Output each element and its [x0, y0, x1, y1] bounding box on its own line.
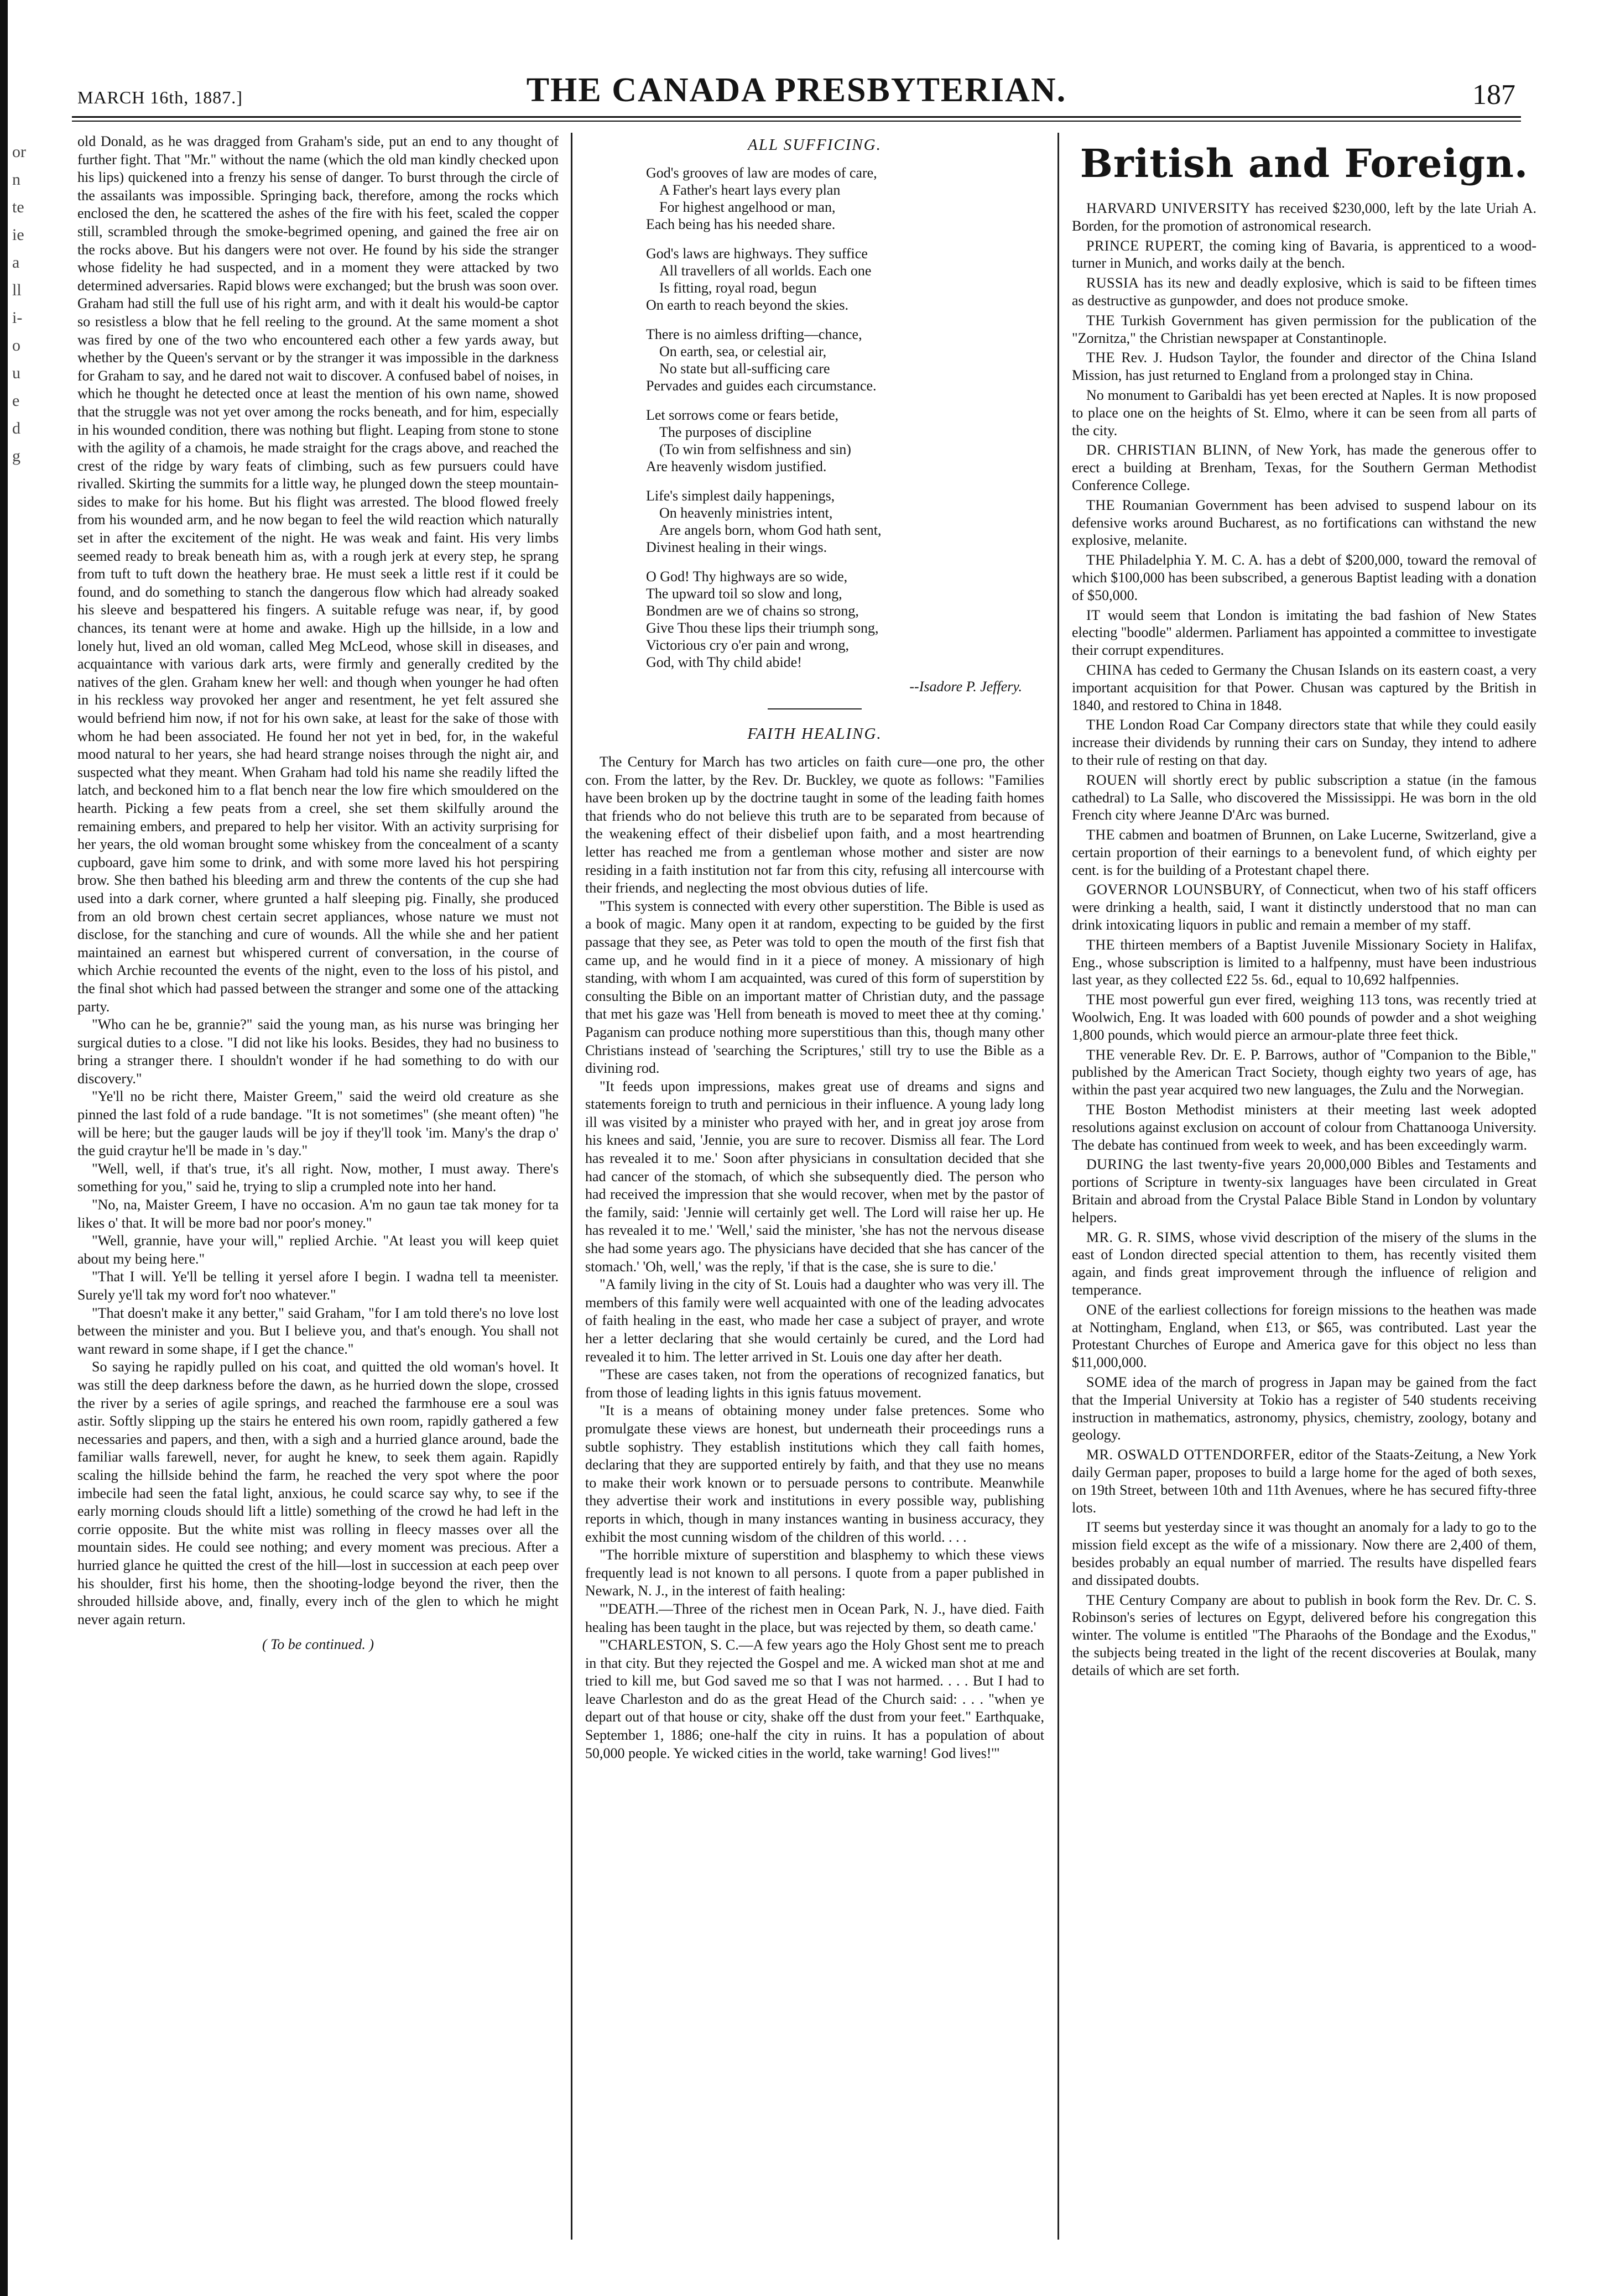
- poem-line: The purposes of discipline: [659, 424, 812, 440]
- news-item-lead: DR. CHRISTIAN BLINN,: [1086, 442, 1252, 458]
- story-paragraph: old Donald, as he was dragged from Graham's side, put an end to any thought of further fight. That "Mr." without the name (which the old man kindly checked upon his lips) quickened into a frenzy his sense of danger. To burst through the circle of the assailants was impossible. Springing back, therefore, among the rocks which enclosed the den, he scattered the ashes of the fire with his feet, scaled the copper still, scrambled through the smoke-begrimed opening, and gained the free air on the rocks above. But his dangers were not over. He found by his side the stranger whose fidelity he had suspected, and in a moment they were attacked by two determined adversaries. Rapid blows were exchanged; but the brush was soon over. Graham had still the full use of his right arm, and with it dealt his would-be captor so resistless a blow that he fell reeling to the ground. At the same moment a shot was fired by one of the two who encountered each other a few yards away, but whether by the Queen's servant or by the stranger it was impossible in the darkness for Graham to say, and he dared not wait to discover. A confused babel of noises, in which he thought he detected once at least the mention of his own name, showed that the struggle was not yet over among the rocks beneath, and for him, especially in his wounded condition, there was nothing but flight. Leaping from stone to stone with the agility of a chamois, he made straight for the crags above, and reached the crest of the ridge by wary feats of climbing, such as few pursuers could have rivalled. Skirting the summits for a little way, he plunged down the steep mountain-sides to make for his home. But his flight was arrested. The blood flowed freely from his wounded arm, and he now began to feel the wild reaction which naturally set in after the excitement of the night. He was weak and faint. His very limbs seemed ready to break beneath him as, with a rough jerk at every step, he sprang from tuft to tuft down the heathery brae. He must seek a little rest if it could be found, and do something to stanch the dangerous flow which had already soaked his sleeve and bespattered his fingers. A suitable refuge was near, if, by good chances, its tenant were at home and awake. High up the hillside, in a low and lonely hut, lived an old woman, called Meg McLeod, whose skill in diseases, and acquaintance with various dark arts, were firmly and generally credited by the natives of the glen. Graham knew her well: and though when younger he had often in his reckless way provoked her anger and resentment, he yet felt assured she would befriend him now, if not for his own sake, at least for the sake of those with whom he had been associated. He found her not yet in bed, for, in the wakeful mood natural to her years, she had heard strange noises through the night air, and suspected what they meant. When Graham had told his name she readily lifted the latch, and beckoned him to a flat bench near the low fire which smouldered on the hearth. Picking a few peats from a creel, she set them skilfully around the remaining embers, and prepared to help her visitor. With an activity surprising for her years, the old woman brought some whiskey from the concealment of a scanty cupboard, gave him some to drink, and with some more laved his hot perspiring brow. She then bathed his bleeding arm and threw the contents of the cup she had used into a dark corner, where grunted a half sleeping pig. Finally, she produced from an old brown chest certain secret appliances, whose nature we must not disclose, for the stanching and cure of wounds. All the while she and her patient maintained an earnest but whispered current of conversation, in the course of which Archie recounted the events of the night, even to the loss of his pistol, and the final shot which had passed between the stranger and some one of the attacking party.: [77, 133, 559, 1015]
- poem-stanza: [646, 326, 1044, 394]
- news-item-text: has ceded to Germany the Chusan Islands on its eastern coast, a very important acquisition for that Power. Chusan was captured by the British in 1840, and restored to China in 1848.: [1072, 661, 1536, 713]
- poem-line: On earth to reach beyond the skies.: [646, 297, 849, 313]
- news-item-lead: PRINCE RUPERT,: [1086, 237, 1204, 254]
- news-item-text: will shortly erect by public subscription a statue (in the famous cathedral) to La Salle, who discovered the Mississippi. He was born in the old French city where Jeanne D'Arc was burned.: [1072, 771, 1536, 823]
- story-paragraph: "Well, well, if that's true, it's all right. Now, mother, I must away. There's something for you," said he, trying to slip a crumpled note into her hand.: [77, 1160, 559, 1195]
- news-item: [1072, 387, 1536, 439]
- news-item: [1072, 991, 1536, 1043]
- poem-line: Victorious cry o'er pain and wrong,: [646, 637, 850, 653]
- news-item-lead: RUSSIA: [1086, 275, 1139, 291]
- news-item-text: has received $230,000, left by the late Uriah A. Borden, for the promotion of astronomical research.: [1072, 200, 1536, 234]
- news-item-text: whose vivid description of the misery of the slums in the east of London directed special attention to them, has recently visited them again, and finds great improvement through the influence of religion and temperance.: [1072, 1229, 1536, 1298]
- news-item: [1072, 200, 1536, 235]
- article-paragraph: "It is a means of obtaining money under false pretences. Some who promulgate these views are honest, but underneath their proceedings runs a subtle sophistry. They establish institutions which they call faith homes, declaring that they are supported entirely by faith, and that they use no means to make their work known or to persuade persons to contribute. Meanwhile they advertise their work and institutions in every possible way, publishing reports in which, though in many instances wanting in business accuracy, they exhibit the most cunning wisdom of the children of this world. . . .: [585, 1402, 1044, 1545]
- news-item: [1072, 1046, 1536, 1099]
- news-item-lead: GOVERNOR LOUNSBURY,: [1086, 881, 1265, 898]
- poem-stanza: [646, 164, 1044, 233]
- column-divider: [1057, 133, 1059, 2240]
- news-item-lead: ROUEN: [1086, 771, 1138, 788]
- news-item-text: Turkish Government has given permission for the publication of the "Zornitza," the Christian newspaper at Constantinople.: [1072, 312, 1536, 346]
- news-item-lead: THE: [1086, 552, 1116, 568]
- news-items: [1072, 200, 1536, 1679]
- news-item-lead: THE: [1086, 1591, 1116, 1608]
- margin-fragment: a: [12, 253, 20, 272]
- poem-line: (To win from selfishness and sin): [659, 441, 851, 457]
- news-item-text: No monument to Garibaldi has yet been erected at Naples. It is now proposed to place one on the heights of St. Elmo, where it can be seen from all parts of the city.: [1072, 387, 1536, 439]
- article-paragraph: "'CHARLESTON, S. C.—A few years ago the Holy Ghost sent me to preach in that city. But they rejected the Gospel and me. A wicked man shot at me and tried to kill me, but God saved me so that I was not harmed. . . . But I had to leave Charleston and do as the great Head of the Church said: . . . "when ye depart out of that house or city, shake off the dust from your feet." Earthquake, September 1, 1886; one-half the city in ruins. It has a population of about 50,000 people. Ye wicked cities in the world, take warning! God lives!'": [585, 1637, 1044, 1761]
- margin-fragment: or: [12, 143, 26, 161]
- poem-line: No state but all-sufficing care: [659, 361, 830, 377]
- news-item-text: has its new and deadly explosive, which is said to be fifteen times as destructive as gunpowder, and does not produce smoke.: [1072, 275, 1536, 309]
- news-item: [1072, 312, 1536, 347]
- news-item-text: idea of the march of progress in Japan may be gained from the fact that the Imperial University at Tokio has a register of 540 students receiving instruction in mathematics, astronomy, physics, chemistry, zoology, botany and geology.: [1072, 1374, 1536, 1443]
- article-paragraph: "The horrible mixture of superstition and blasphemy to which these views frequently lead is not known to all persons. I quote from a paper published in Newark, N. J., in the interest of faith healing:: [585, 1547, 1044, 1599]
- article-paragraph: The Century for March has two articles on faith cure—one pro, the other con. From the latter, by the Rev. Dr. Buckley, we quote as follows: "Families have been broken up by the doctrine taught in some of the leading faith homes that friends who do not believe this truth are to be separated from because of the weakening effect of their disbelief upon faith, and a most heartrending letter has reached me from a gentleman whose mother and sister are now residing in a faith institution not far from this city, refusing all intercourse with their friends, and neglecting the most obvious duties of life.: [585, 754, 1044, 896]
- margin-fragment: i-: [12, 309, 23, 327]
- news-item-lead: THE: [1086, 1046, 1116, 1063]
- news-item-lead: HARVARD UNIVERSITY: [1086, 200, 1251, 216]
- news-item: [1072, 551, 1536, 604]
- news-item: [1072, 1374, 1536, 1444]
- news-item-text: Rev. J. Hudson Taylor, the founder and director of the China Island Mission, has just returned to England from a prolonged stay in China.: [1072, 349, 1536, 384]
- news-item-lead: ONE: [1086, 1301, 1117, 1318]
- poem-line: Divinest healing in their wings.: [646, 539, 827, 555]
- news-item-lead: THE: [1086, 1102, 1116, 1118]
- news-item-text: cabmen and boatmen of Brunnen, on Lake Lucerne, Switzerland, give a certain proportion of their earnings to a benevolent fund, of which eighty per cent. is for the building of a Protestant chapel there.: [1072, 827, 1536, 878]
- poem-stanza: [646, 245, 1044, 314]
- faith-healing-title: FAITH HEALING.: [747, 725, 882, 743]
- news-item-text: Century Company are about to publish in book form the Rev. Dr. C. S. Robinson's series of lectures on Egypt, delivered before his congregation this winter. The volume is entitled "The Pharaohs of the Bondage and the Exodus," the subjects being treated in the light of the recent discoveries at Boulak, many details of which are set forth.: [1072, 1591, 1536, 1678]
- news-item: [1072, 771, 1536, 824]
- issue-date: MARCH 16th, 1887.]: [77, 87, 243, 107]
- poem-line: Bondmen are we of chains so strong,: [646, 603, 859, 619]
- article-paragraph: "It feeds upon impressions, makes great use of dreams and signs and statements foreign to truth and pernicious in their influence. A young lady long ill was visited by a minister who prayed with her, and in great joy arose from his knees and said, 'Jennie, you are sure to recover. Dismiss all fear. The Lord has revealed it to me.' Soon after physicians in consultation decided that she had cancer of the stomach, of which she subsequently died. The person who had received the impression that she would recover, when met by the pastor of the family, said: 'Jennie will certainly get well. The Lord will raise her up. He has revealed it to me.' 'Well,' said the minister, 'she has not the nervous disease she had some years ago. The physicians have decided that she has cancer of the stomach.' 'Oh, well,' was the reply, 'if that is the case, she is sure to die.': [585, 1078, 1044, 1275]
- news-item-text: editor of the Staats-Zeitung, a New York daily German paper, proposes to build a large home for the aged of both sexes, on 19th Street, between 10th and 11th Avenues, where he has secured fifty-three lots.: [1072, 1447, 1536, 1516]
- margin-fragment: o: [12, 336, 20, 354]
- poem-line: The upward toil so slow and long,: [646, 586, 842, 602]
- poem-line: Each being has his needed share.: [646, 216, 836, 232]
- poem-stanza: [646, 406, 1044, 475]
- news-item: [1072, 274, 1536, 310]
- news-item-text: London Road Car Company directors state that while they could easily increase their dividends by running their cars on Sunday, they intend to adhere to their rule of resting on that day.: [1072, 717, 1536, 768]
- news-item-lead: THE: [1086, 717, 1116, 733]
- newspaper-title: THE CANADA PRESBYTERIAN.: [526, 71, 1067, 109]
- news-item-text: Philadelphia Y. M. C. A. has a debt of $200,000, toward the removal of which $100,000 has been subscribed, a generous Baptist leading with a donation of $50,000.: [1072, 552, 1536, 603]
- news-item: [1072, 441, 1536, 494]
- masthead-rule: [72, 116, 1521, 122]
- news-item: [1072, 237, 1536, 273]
- poem-line: Pervades and guides each circumstance.: [646, 378, 877, 394]
- poem-line: Life's simplest daily happenings,: [646, 488, 835, 504]
- news-item-text: Boston Methodist ministers at their meeting last week adopted resolutions against exclusion on account of colour from Chattanooga University. The debate has continued from week to week, and has been exceedingly warm.: [1072, 1102, 1536, 1153]
- margin-fragment: n: [12, 170, 20, 189]
- story-paragraph: "No, na, Maister Greem, I have no occasion. A'm no gaun tae tak money for ta likes o' that. It will be more bad nor poor's money.": [77, 1197, 559, 1231]
- poem-line: On earth, sea, or celestial air,: [659, 343, 827, 359]
- news-item-lead: DURING: [1086, 1156, 1144, 1173]
- news-item-lead: IT: [1086, 1519, 1101, 1536]
- story-paragraph: "Who can he be, grannie?" said the young man, as his nurse was bringing her surgical duties to a close. "I did not like his looks. Besides, they had no business to bring a stranger there. I shouldn't wonder if he had something to do with our discovery.": [77, 1016, 559, 1087]
- news-item-lead: SOME: [1086, 1374, 1128, 1390]
- news-item-lead: THE: [1086, 936, 1116, 953]
- news-item-lead: IT: [1086, 607, 1101, 623]
- news-item: [1072, 661, 1536, 714]
- news-item-text: thirteen members of a Baptist Juvenile Missionary Society in Halifax, Eng., whose subscription is limited to a halfpenny, must have been industrious last year, as they collected £22 5s. 6d., equal to 10,692 halfpennies.: [1072, 936, 1536, 988]
- poem-line: God's grooves of law are modes of care,: [646, 165, 877, 181]
- news-item: [1072, 1591, 1536, 1679]
- story-paragraph: "That I will. Ye'll be telling it yersel afore I begin. I wadna tell ta meenister. Surely ye'll tak my word for't noo whatever.": [77, 1269, 559, 1303]
- poem-line: On heavenly ministries intent,: [659, 505, 833, 521]
- section-divider: [768, 708, 862, 709]
- article-paragraph: "A family living in the city of St. Louis had a daughter who was very ill. The members of this family were well acquainted with one of the leading advocates of faith healing in the east, who made her case a subject of prayer, and wrote her a letter declaring that she would certainly be cured, and the Lord had revealed it to him. The letter arrived in St. Louis one day after her death.: [585, 1276, 1044, 1365]
- margin-fragment: ll: [12, 281, 22, 299]
- poem-line: Are heavenly wisdom justified.: [646, 458, 827, 474]
- news-item-text: venerable Rev. Dr. E. P. Barrows, author of "Companion to the Bible," published by the American Tract Society, though eighty two years of age, has within the past year acquired two new languages, the Zulu and the Norwegian.: [1072, 1046, 1536, 1098]
- margin-fragments: [12, 138, 29, 470]
- poem-line: All travellers of all worlds. Each one: [659, 263, 872, 279]
- article-paragraph: "These are cases taken, not from the operations of recognized fanatics, but from those of leading lights in this ignis fatuus movement.: [585, 1366, 1044, 1401]
- news-item: [1072, 1519, 1536, 1589]
- poem-author: --Isadore P. Jeffery.: [909, 679, 1022, 695]
- news-item-text: of the earliest collections for foreign missions to the heathen was made at Nottingham, England, when £13, or $65, was contributed. Last year the Protestant Churches of Europe and America gave for this object no less than $11,000,000.: [1072, 1301, 1536, 1371]
- news-item: [1072, 1101, 1536, 1154]
- poem-line: O God! Thy highways are so wide,: [646, 568, 848, 585]
- margin-fragment: e: [12, 392, 20, 410]
- margin-fragment: ie: [12, 226, 24, 244]
- news-item: [1072, 826, 1536, 879]
- news-item-text: the coming king of Bavaria, is apprenticed to a wood-turner in Munich, and works daily at the bench.: [1072, 237, 1536, 272]
- poem: [585, 164, 1044, 695]
- british-foreign-heading: British and Foreign.: [1080, 140, 1529, 186]
- news-item-text: Roumanian Government has been advised to suspend labour on its defensive works around Bucharest, as no fortifications can withstand the new explosive, melanite.: [1072, 497, 1536, 549]
- middle-column: [585, 133, 1044, 2267]
- to-be-continued-note: ( To be continued. ): [262, 1636, 374, 1653]
- poem-line: A Father's heart lays every plan: [659, 182, 841, 198]
- story-paragraph: "Ye'll no be richt there, Maister Greem," said the weird old creature as she pinned the last fold of a rude bandage. "It is not sometimes" (she meant often) "he will be here; but the gauger lauds will be joy if they'll took 'im. Many's the drap o' the guid craytur he'll be made in 's day.": [77, 1088, 559, 1159]
- news-item: [1072, 881, 1536, 933]
- serial-story-column: [77, 133, 559, 2267]
- margin-fragment: u: [12, 364, 20, 382]
- news-item-text: would seem that London is imitating the bad fashion of New States electing "boodle" aldermen. Parliament has appointed a committee to investigate their corrupt expenditures.: [1072, 607, 1536, 659]
- page-number: 187: [1472, 79, 1515, 111]
- poem-line: Is fitting, royal road, begun: [659, 280, 817, 296]
- news-item: [1072, 497, 1536, 549]
- poem-title: ALL SUFFICING.: [748, 136, 882, 154]
- poem-line: God's laws are highways. They suffice: [646, 246, 868, 262]
- column-divider: [571, 133, 572, 2240]
- poem-line: Give Thou these lips their triumph song,: [646, 620, 879, 636]
- news-item: [1072, 1446, 1536, 1516]
- news-item: [1072, 936, 1536, 989]
- faith-healing-article: [585, 753, 1044, 1762]
- news-item: [1072, 1229, 1536, 1299]
- poem-line: There is no aimless drifting—chance,: [646, 326, 862, 342]
- news-item-lead: CHINA: [1086, 661, 1133, 678]
- poem-stanza: [646, 487, 1044, 556]
- news-item-text: most powerful gun ever fired, weighing 113 tons, was recently tried at Woolwich, Eng. It was loaded with 600 pounds of powder and a shot weighing 1,800 pounds, which would pierce an armour-plate three feet thick.: [1072, 992, 1536, 1043]
- poem-line: God, with Thy child abide!: [646, 654, 802, 670]
- margin-fragment: g: [12, 447, 20, 465]
- news-item-text: of Connecticut, when two of his staff officers were drinking a health, said, I want it distinctly understood that no man can drink intoxicating liquors in public and remain a member of my staff.: [1072, 881, 1536, 933]
- news-item-lead: MR. G. R. SIMS,: [1086, 1229, 1195, 1245]
- article-paragraph: "'DEATH.—Three of the richest men in Ocean Park, N. J., have died. Faith healing has been taught in the place, but was rejected by them, so death came.': [585, 1600, 1044, 1635]
- news-item: [1072, 1301, 1536, 1371]
- news-item-lead: THE: [1086, 497, 1116, 513]
- margin-fragment: d: [12, 419, 20, 437]
- article-paragraph: "This system is connected with every other superstition. The Bible is used as a book of magic. Many open it at random, expecting to be guided by the first passage that they see, as Peter was told to open the mouth of the first fish that came up, and he would find in it a piece of money. A missionary of high standing, with whom I am acquainted, was cured of this form of superstition by consulting the Bible on an important matter of Christian duty, and the passage that met his gaze was 'Hell from beneath is moved to meet thee at thy coming.' Paganism can produce nothing more superstitious than this, though many other Christians instead of 'searching the Scriptures,' still try to use the Bible as a divining rod.: [585, 897, 1044, 1077]
- page-edge-bar: [0, 0, 8, 2296]
- story-paragraph: "That doesn't make it any better," said Graham, "for I am told there's no love lost between the minister and you. But I believe you, and that's enough. You shall not want reward in some shape, if I get the chance.": [77, 1304, 559, 1357]
- poem-line: Let sorrows come or fears betide,: [646, 407, 838, 423]
- news-item-lead: THE: [1086, 992, 1116, 1008]
- news-item-text: seems but yesterday since it was thought an anomaly for a lady to go to the mission field except as the wife of a missionary. Now there are 2,400 of them, besides probably an equal number of married. The results have dispelled fears and dissipated doubts.: [1072, 1519, 1536, 1588]
- poem-line: Are angels born, whom God hath sent,: [659, 522, 882, 538]
- news-item-text: of New York, has made the generous offer to erect a building at Brenham, Texas, for the Southern German Methodist Conference College.: [1072, 442, 1536, 493]
- news-item: [1072, 349, 1536, 384]
- news-item-text: the last twenty-five years 20,000,000 Bibles and Testaments and portions of Scripture in twenty-six languages have been circulated in Great Britain and abroad from the Crystal Palace Bible Stand in London by voluntary helpers.: [1072, 1156, 1536, 1225]
- news-item: [1072, 716, 1536, 769]
- news-item-lead: THE: [1086, 349, 1116, 366]
- poem-line: For highest angelhood or man,: [659, 199, 836, 215]
- news-item-lead: THE: [1086, 827, 1116, 843]
- news-item-lead: MR. OSWALD OTTENDORFER,: [1086, 1447, 1295, 1463]
- story-paragraph: "Well, grannie, have your will," replied Archie. "At least you will keep quiet about my being here.": [77, 1233, 559, 1267]
- news-item: [1072, 607, 1536, 659]
- story-paragraph: So saying he rapidly pulled on his coat, and quitted the old woman's hovel. It was still the deep darkness before the dawn, as he hurried down the slope, crossed the river by a series of agile springs, and reached the farmhouse ere a soul was astir. Softly slipping up the stairs he entered his own room, rapidly gathered a few necessaries and papers, and then, with a sigh and a hurried glance around, bade the familiar walls farewell, never, for aught he knew, to seek them again. Rapidly scaling the hillside behind the farm, he reached the very spot where the poor imbecile had seen the fatal light, anxious, he could scarce say why, to see if the early morning clouds should lift a little) something of the crowd he had left in the corrie opposite. But the white mist was rolling in fleecy masses over all the mountain sides. He could see nothing; and every moment was precious. After a hurried glance he quitted the crest of the hill—lost in succession at each peep over his shoulder, first his home, then the shooting-lodge beyond the river, then the shrouded hillside above, and, finally, every inch of the glen to which he might never again return.: [77, 1359, 559, 1627]
- british-foreign-column: [1072, 133, 1536, 2267]
- margin-fragment: te: [12, 198, 24, 216]
- poem-stanza: [646, 568, 1044, 671]
- news-item-lead: THE: [1086, 312, 1116, 328]
- news-item: [1072, 1156, 1536, 1226]
- masthead: [77, 66, 1515, 111]
